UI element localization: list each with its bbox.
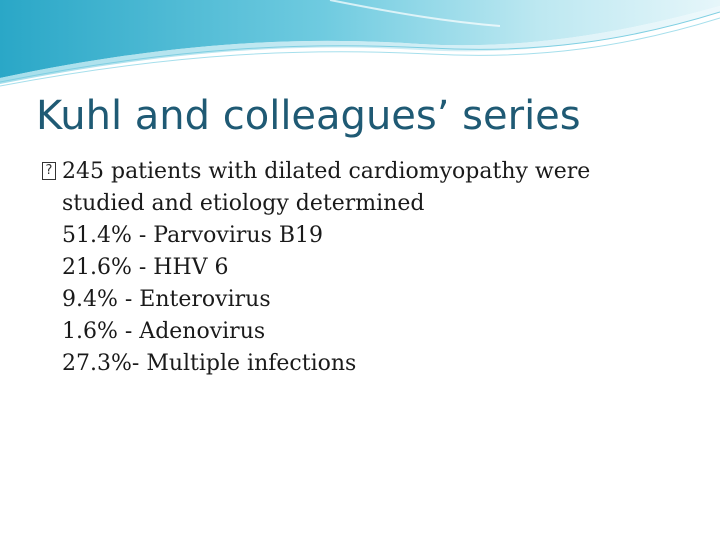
slide-title: Kuhl and colleagues’ series: [36, 93, 581, 139]
bullet-continuation: [42, 188, 682, 380]
slide-body: [42, 156, 682, 380]
bullet-text: [62, 156, 590, 188]
bullet-line-1: 245 patients with dilated cardiomyopathy were: [62, 159, 591, 184]
bullet-line-2: studied and etiology determined: [62, 191, 425, 216]
bullet-item: [42, 156, 682, 188]
missing-glyph-bullet-icon: [42, 162, 56, 180]
etiology-item-multiple: 27.3%- Multiple infections: [62, 351, 357, 376]
header-wave-decoration: [0, 0, 720, 90]
etiology-item-hhv6: 21.6% - HHV 6: [62, 255, 229, 280]
etiology-item-enterovirus: 9.4% - Enterovirus: [62, 287, 271, 312]
etiology-item-parvovirus: 51.4% - Parvovirus B19: [62, 223, 324, 248]
etiology-item-adenovirus: 1.6% - Adenovirus: [62, 319, 266, 344]
